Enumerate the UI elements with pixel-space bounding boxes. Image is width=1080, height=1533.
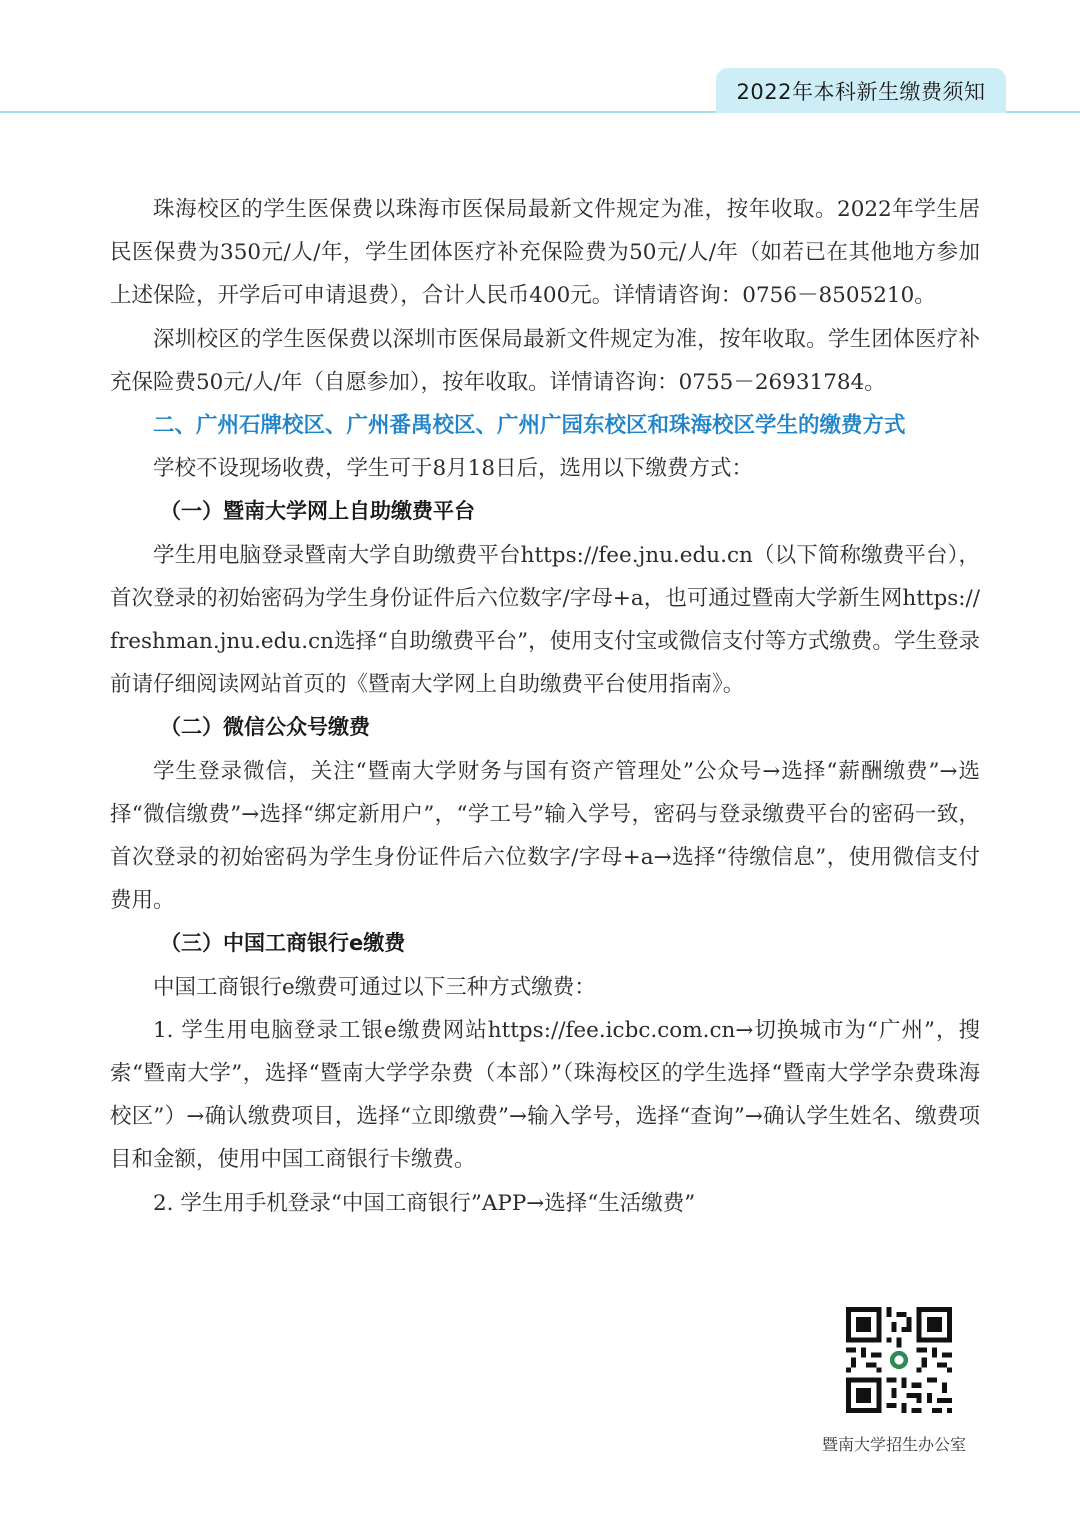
paragraph-shenzhen-insurance: 深圳校区的学生医保费以深圳市医保局最新文件规定为准，按年收取。学生团体医疗补充保险费50元/人/年（自愿参加），按年收取。详情请咨询：0755－26931784。 <box>110 326 980 395</box>
paragraph-icbc-method-1 <box>110 1009 980 1182</box>
subsection-title-online-platform: （一）暨南大学网上自助缴费平台 <box>160 499 475 524</box>
subsection-title-wechat: （二）微信公众号缴费 <box>160 715 370 740</box>
qr-code-icon <box>846 1307 952 1413</box>
header-tab-title: 2022年本科新生缴费须知 <box>716 68 1006 113</box>
footer-office-name: 暨南大学招生办公室 <box>822 1435 967 1454</box>
subsection-title-icbc: （三）中国工商银行e缴费 <box>160 931 406 956</box>
paragraph-no-onsite-payment: 学校不设现场收费，学生可于8月18日后，选用以下缴费方式： <box>153 456 754 482</box>
paragraph-icbc-method-2: 2. 学生用手机登录“中国工商银行”APP→选择“生活缴费” <box>153 1190 696 1216</box>
paragraph-online-platform: 学生用电脑登录暨南大学自助缴费平台https://fee.jnu.edu.cn（以下简称缴费平台），首次登录的初始密码为学生身份证件后六位数字/字母+a，也可通过暨南大学新生网https://freshman.jnu.edu.cn选择“自助缴费平台”，使用支付宝或微信支付等方式缴费。学生登录前请仔细阅读网站首页的《暨南大学网上自助缴费平台使用指南》。 <box>110 542 980 698</box>
paragraph-wechat: 学生登录微信，关注“暨南大学财务与国有资产管理处”公众号→选择“薪酬缴费”→选择“微信缴费”→选择“绑定新用户”，“学工号”输入学号，密码与登录缴费平台的密码一致，首次登录的初始密码为学生身份证件后六位数字/字母+a→选择“待缴信息”，使用微信支付费用。 <box>110 758 980 914</box>
document-body <box>110 188 980 1225</box>
paragraph-icbc-method-1-part-b: 号，选择“查询”→确认学生姓名、缴费项目和金额，使用中国工商银行卡缴费。 <box>110 1104 980 1173</box>
paragraph-icbc-intro: 中国工商银行e缴费可通过以下三种方式缴费： <box>153 974 596 1000</box>
section-title-payment-methods: 二、广州石牌校区、广州番禺校区、广州广园东校区和珠海校区学生的缴费方式 <box>153 413 906 439</box>
paragraph-zhuhai-insurance: 珠海校区的学生医保费以珠海市医保局最新文件规定为准，按年收取。2022年学生居民医保费为350元/人/年，学生团体医疗补充保险费为50元/人/年（如若已在其他地方参加上述保险，开学后可申请退费），合计人民币400元。详情请咨询：0756－8505210。 <box>110 197 980 309</box>
paragraph-icbc-method-1-part-a: 1. 学生用电脑登录工银e缴费网站https://fee.icbc.com.cn→切换城市为“广州”，搜索“暨南大学”，选择“暨南大学学杂费（本部）”（珠海校区的学生选择“暨南大学学杂费珠海校区”）→确认缴费项目，选择“立即缴费”→输入学 <box>110 1017 980 1130</box>
